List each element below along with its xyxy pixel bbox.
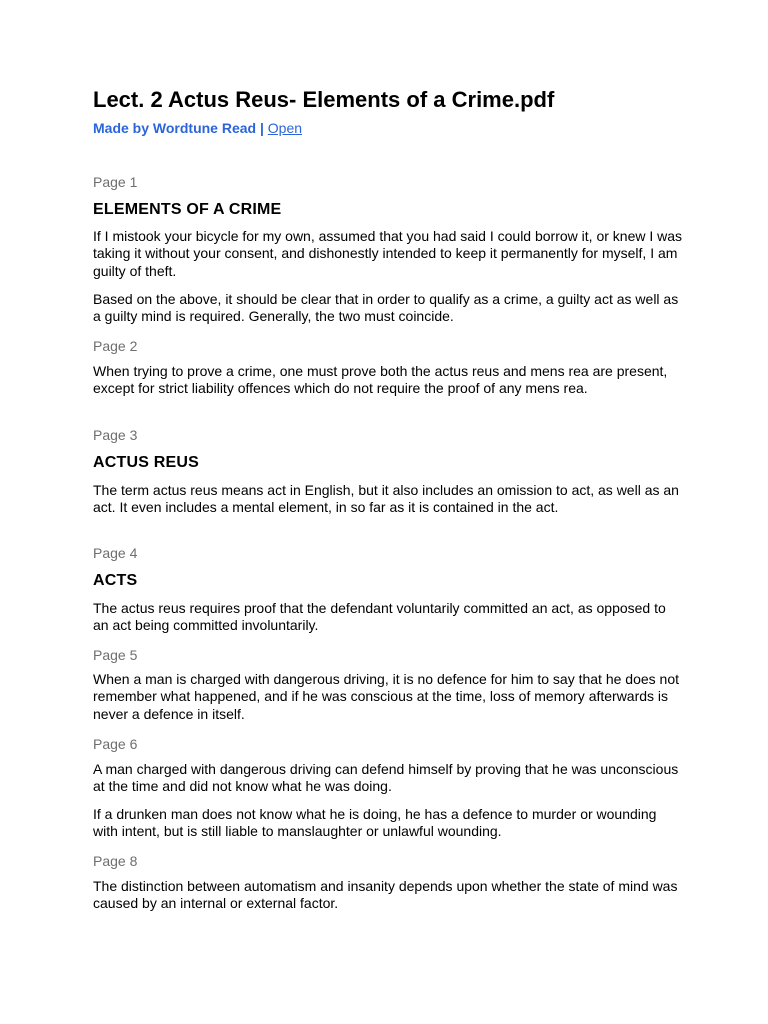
page-label: Page 4 [93,545,138,561]
paragraph: The actus reus requires proof that the defendant voluntarily committed an act, as opposed to an act being committed involuntarily. [93,600,666,634]
section-heading: ACTUS REUS [93,454,200,471]
page-label: Page 3 [93,427,138,443]
paragraph: The term actus reus means act in English, but it also includes an omission to act, as well as an act. It even includes a mental element, in so far as it is contained in the act. [93,482,679,516]
paragraph: When trying to prove a crime, one must prove both the actus reus and mens rea are present, except for strict liability offences which do not require the proof of any mens rea. [93,363,668,397]
section-heading: ELEMENTS OF A CRIME [93,201,282,218]
page-label: Page 8 [93,853,138,869]
open-link[interactable]: Open [267,120,303,136]
byline [93,119,302,137]
page-label: Page 2 [93,338,138,354]
document-title: Lect. 2 Actus Reus- Elements of a Crime.pdf [93,87,555,112]
page-label: Page 6 [93,736,138,752]
paragraph: A man charged with dangerous driving can defend himself by proving that he was unconscious at the time and did not know what he was doing. [93,761,679,795]
paragraph: If I mistook your bicycle for my own, assumed that you had said I could borrow it, or knew I was taking it without your consent, and dishonestly intended to keep it permanently for myself, I am guilty of theft. [93,228,683,279]
section-heading: ACTS [93,572,138,589]
byline-separator: | [259,120,264,136]
made-by-label: Made by Wordtune Read [93,120,257,136]
paragraph: The distinction between automatism and insanity depends upon whether the state of mind was caused by an internal or external factor. [93,878,678,912]
paragraph: If a drunken man does not know what he is doing, he has a defence to murder or wounding with intent, but is still liable to manslaughter or unlawful wounding. [93,806,657,840]
page-label: Page 5 [93,647,138,663]
paragraph: When a man is charged with dangerous driving, it is no defence for him to say that he does not remember what happened, and if he was conscious at the time, loss of memory afterwards is never a defence in itself. [93,671,679,722]
paragraph: Based on the above, it should be clear that in order to qualify as a crime, a guilty act as well as a guilty mind is required. Generally, the two must coincide. [93,291,679,325]
page-label: Page 1 [93,174,138,190]
